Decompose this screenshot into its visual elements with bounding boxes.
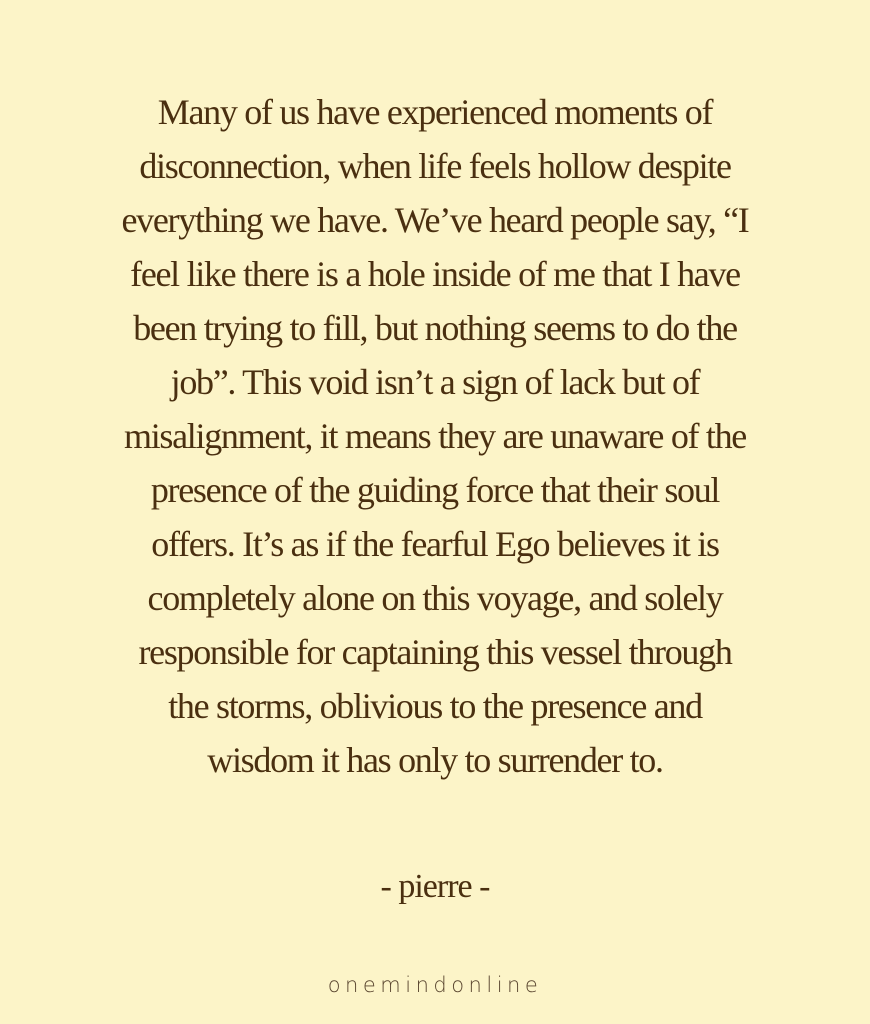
quote-line: the storms, oblivious to the presence and: [168, 686, 702, 726]
quote-author: - pierre -: [380, 868, 490, 905]
quote-line: been trying to fill, but nothing seems to do the: [133, 308, 737, 348]
quote-line: responsible for captaining this vessel through: [138, 632, 732, 672]
quote-line: Many of us have experienced moments of: [157, 92, 713, 132]
quote-line: offers. It’s as if the fearful Ego believes it is: [151, 524, 719, 564]
quote-line: wisdom it has only to surrender to.: [207, 740, 663, 780]
quote-line: everything we have. We’ve heard people say, “I: [121, 200, 749, 240]
quote-line: disconnection, when life feels hollow despite: [139, 146, 731, 186]
quote-line: feel like there is a hole inside of me that I have: [130, 254, 740, 294]
quote-line: presence of the guiding force that their soul: [150, 470, 720, 510]
quote-line: completely alone on this voyage, and solely: [147, 578, 723, 618]
quote-line: job”. This void isn’t a sign of lack but of: [170, 362, 700, 402]
quote-text: [40, 85, 830, 787]
quote-line: misalignment, it means they are unaware of the: [124, 416, 746, 456]
brand-watermark: onemindonline: [327, 973, 543, 997]
